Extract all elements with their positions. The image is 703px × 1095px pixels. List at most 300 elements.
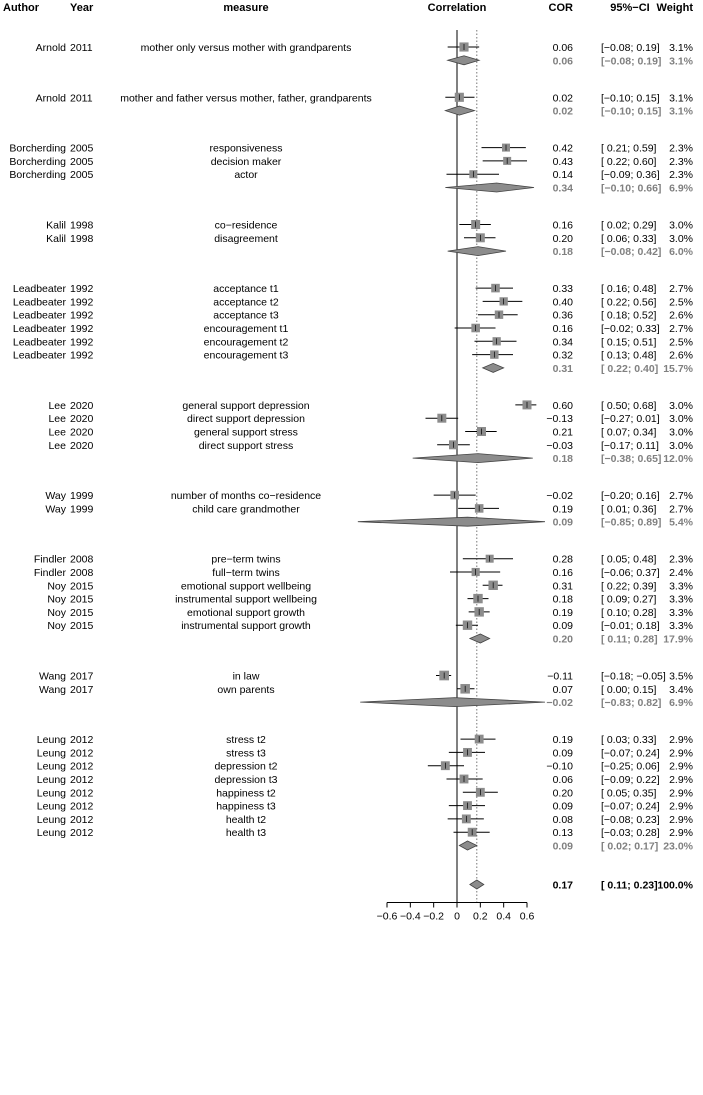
study-year: 2020: [70, 413, 94, 426]
study-row: [46, 220, 693, 232]
study-year: 2020: [70, 426, 94, 439]
study-cor: 0.40: [552, 296, 573, 309]
study-row: [46, 233, 693, 245]
study-measure: disagreement: [214, 232, 278, 245]
subtotal-weight: 6.0%: [669, 246, 693, 259]
study-group-2: [36, 92, 694, 117]
subtotal-weight: 23.0%: [663, 840, 693, 853]
study-author: Noy: [47, 593, 66, 606]
study-row: [48, 400, 693, 412]
study-ci: [ 0.06; 0.33]: [601, 232, 657, 245]
study-group-5: [13, 283, 694, 375]
study-measure: health t3: [225, 827, 267, 840]
subtotal-row: [358, 517, 694, 529]
study-ci: [−0.03; 0.28]: [601, 827, 660, 840]
study-year: 1992: [70, 309, 94, 322]
study-weight: 2.3%: [669, 155, 693, 168]
study-weight: 3.5%: [669, 670, 693, 683]
study-author: Borcherding: [9, 169, 66, 182]
study-ci: [ 0.07; 0.34]: [601, 426, 657, 439]
subtotal-cor: 0.34: [552, 182, 573, 195]
subtotal-row: [448, 55, 694, 67]
subtotal-cor: 0.09: [552, 840, 573, 853]
study-measure: acceptance t3: [213, 309, 279, 322]
subtotal-diamond: [445, 106, 474, 115]
study-author: Leung: [36, 827, 66, 840]
subtotal-row: [445, 106, 693, 118]
study-ci: [−0.09; 0.22]: [601, 774, 660, 786]
study-year: 2012: [70, 800, 94, 813]
study-cor: 0.06: [552, 774, 573, 786]
subtotal-diamond: [445, 183, 534, 192]
study-measure: decision maker: [210, 155, 282, 168]
study-author: Borcherding: [9, 142, 66, 155]
study-year: 2012: [70, 813, 94, 826]
study-weight: 3.1%: [669, 42, 693, 54]
study-weight: 3.1%: [669, 92, 693, 105]
study-weight: 3.3%: [669, 593, 693, 606]
study-year: 2015: [70, 620, 94, 633]
study-author: Leung: [36, 787, 66, 800]
study-measure: acceptance t2: [213, 296, 279, 309]
study-author: Way: [45, 490, 66, 503]
study-group-3: [9, 143, 693, 195]
study-year: 1999: [70, 490, 94, 503]
study-year: 2015: [70, 606, 94, 619]
study-weight: 3.0%: [669, 426, 693, 439]
study-row: [47, 607, 693, 619]
study-year: 2020: [70, 439, 94, 452]
study-ci: [−0.06; 0.37]: [601, 567, 660, 579]
study-weight: 2.9%: [669, 827, 693, 840]
subtotal-ci: [ 0.02; 0.17]: [601, 840, 659, 853]
subtotal-row: [483, 363, 694, 375]
subtotal-row: [470, 634, 694, 646]
study-author: Leadbeater: [12, 309, 66, 322]
study-measure: general support depression: [182, 399, 310, 412]
subtotal-weight: 3.1%: [669, 55, 693, 68]
study-measure: instrumental support growth: [181, 620, 311, 633]
study-cor: 0.42: [552, 142, 573, 155]
study-year: 2008: [70, 553, 94, 566]
study-measure: happiness t2: [216, 787, 276, 800]
study-year: 2012: [70, 747, 94, 760]
study-weight: 2.3%: [669, 553, 693, 566]
study-cor: 0.19: [552, 734, 573, 747]
study-weight: 2.9%: [669, 787, 693, 800]
study-row: [37, 814, 693, 826]
study-cor: 0.43: [552, 155, 573, 168]
study-weight: 3.0%: [669, 413, 693, 426]
study-group-1: [36, 42, 694, 67]
subtotal-ci: [−0.10; 0.66]: [601, 182, 662, 195]
study-group-6: [48, 400, 693, 465]
study-weight: 2.6%: [669, 349, 693, 362]
study-ci: [ 0.22; 0.60]: [601, 155, 657, 168]
study-cor: −0.10: [546, 760, 573, 773]
study-cor: 0.20: [552, 787, 573, 800]
study-cor: 0.02: [552, 92, 573, 105]
subtotal-weight: 12.0%: [663, 453, 693, 466]
study-author: Kalil: [46, 219, 66, 232]
study-row: [45, 503, 693, 515]
study-author: Borcherding: [9, 155, 66, 168]
study-ci: [ 0.05; 0.48]: [601, 553, 657, 566]
study-row: [13, 296, 693, 308]
study-author: Leadbeater: [12, 323, 66, 335]
study-group-8: [34, 554, 694, 646]
subtotal-weight: 6.9%: [669, 182, 693, 195]
study-cor: 0.18: [552, 593, 573, 606]
subtotal-cor: 0.18: [552, 246, 573, 259]
study-author: Arnold: [35, 92, 66, 105]
study-cor: 0.60: [552, 399, 573, 412]
study-cor: 0.09: [552, 747, 573, 760]
overall-diamond: [470, 880, 484, 889]
study-measure: health t2: [225, 813, 267, 826]
study-row: [37, 787, 693, 799]
overall-ci: [ 0.11; 0.23]: [601, 879, 658, 892]
study-measure: full−term twins: [212, 567, 280, 579]
study-ci: [−0.27; 0.01]: [601, 413, 660, 426]
study-ci: [−0.02; 0.33]: [601, 323, 660, 335]
study-year: 2011: [70, 42, 93, 54]
study-ci: [−0.25; 0.06]: [601, 760, 660, 773]
study-ci: [ 0.09; 0.27]: [601, 593, 657, 606]
study-ci: [ 0.05; 0.35]: [601, 787, 657, 800]
subtotal-cor: −0.02: [546, 697, 573, 710]
study-author: Arnold: [35, 42, 66, 54]
study-year: 2011: [70, 92, 93, 105]
study-author: Leadbeater: [12, 336, 66, 349]
study-weight: 2.7%: [669, 283, 693, 296]
study-row: [47, 620, 693, 632]
study-weight: 2.9%: [669, 800, 693, 813]
study-author: Leadbeater: [12, 283, 66, 296]
study-row: [47, 594, 693, 606]
study-weight: 3.0%: [669, 439, 693, 452]
study-year: 1992: [70, 349, 94, 362]
x-tick-label: 0.4: [496, 910, 511, 923]
study-year: 1998: [70, 232, 94, 245]
study-weight: 3.3%: [669, 606, 693, 619]
study-measure: general support stress: [194, 426, 298, 439]
study-weight: 2.7%: [669, 323, 693, 335]
study-author: Findler: [33, 567, 66, 579]
study-author: Findler: [33, 553, 66, 566]
subtotal-diamond: [358, 517, 545, 526]
study-cor: 0.20: [552, 232, 573, 245]
study-weight: 3.3%: [669, 580, 693, 593]
study-weight: 2.7%: [669, 503, 693, 516]
study-measure: mother and father versus mother, father, grandparents: [120, 92, 372, 105]
study-ci: [−0.01; 0.18]: [601, 620, 660, 633]
subtotal-ci: [ 0.11; 0.28]: [601, 633, 658, 646]
study-cor: 0.07: [552, 683, 573, 696]
study-measure: co−residence: [214, 219, 278, 232]
study-row: [37, 761, 693, 773]
study-weight: 3.0%: [669, 399, 693, 412]
study-measure: actor: [234, 169, 258, 182]
study-measure: instrumental support wellbeing: [175, 593, 317, 606]
study-cor: 0.28: [552, 553, 573, 566]
study-weight: 2.7%: [669, 490, 693, 503]
study-author: Leung: [36, 813, 66, 826]
study-row: [48, 427, 693, 439]
study-cor: 0.31: [552, 580, 573, 593]
study-weight: 3.4%: [669, 683, 693, 696]
study-cor: 0.13: [552, 827, 573, 840]
subtotal-ci: [−0.10; 0.15]: [601, 105, 662, 118]
study-measure: depression t3: [214, 774, 278, 786]
x-tick-label: −0.6: [376, 910, 398, 923]
study-author: Leung: [36, 800, 66, 813]
study-group-7: [45, 490, 693, 529]
study-ci: [−0.08; 0.19]: [601, 42, 660, 54]
subtotal-cor: 0.02: [552, 105, 573, 118]
header-ci: 95%−CI: [610, 2, 650, 14]
header-year: Year: [70, 2, 94, 14]
subtotal-ci: [−0.08; 0.19]: [601, 55, 662, 68]
study-measure: mother only versus mother with grandparents: [140, 42, 352, 54]
subtotal-diamond: [483, 363, 504, 372]
study-row: [37, 747, 693, 759]
subtotal-ci: [ 0.22; 0.40]: [601, 362, 659, 375]
subtotal-ci: [−0.83; 0.82]: [601, 697, 662, 710]
study-row: [45, 490, 693, 502]
study-weight: 3.0%: [669, 219, 693, 232]
subtotal-diamond: [360, 698, 545, 707]
study-author: Leung: [36, 734, 66, 747]
study-ci: [−0.18; −0.05]: [601, 670, 666, 683]
study-measure: acceptance t1: [213, 283, 279, 296]
study-year: 1998: [70, 219, 94, 232]
study-measure: stress t2: [226, 734, 266, 747]
study-ci: [ 0.03; 0.33]: [601, 734, 657, 747]
study-measure: emotional support growth: [187, 606, 305, 619]
subtotal-row: [445, 183, 693, 195]
study-weight: 2.9%: [669, 813, 693, 826]
study-year: 1992: [70, 323, 94, 335]
study-weight: 2.9%: [669, 747, 693, 760]
subtotal-ci: [−0.08; 0.42]: [601, 246, 662, 259]
overall-cor: 0.17: [552, 879, 573, 892]
study-year: 2008: [70, 567, 94, 579]
study-year: 2020: [70, 399, 94, 412]
study-ci: [ 0.22; 0.39]: [601, 580, 657, 593]
study-row: [9, 156, 693, 168]
study-row: [39, 671, 693, 683]
study-ci: [−0.20; 0.16]: [601, 490, 660, 503]
study-measure: happiness t3: [216, 800, 276, 813]
study-cor: 0.14: [552, 169, 573, 182]
header-measure: measure: [223, 2, 269, 14]
header-weight: Weight: [656, 2, 693, 14]
study-measure: depression t2: [214, 760, 278, 773]
study-weight: 2.3%: [669, 169, 693, 182]
study-year: 1992: [70, 283, 94, 296]
study-measure: number of months co−residence: [170, 490, 322, 503]
study-row: [47, 580, 693, 592]
study-row: [13, 336, 693, 348]
study-ci: [ 0.50; 0.68]: [601, 399, 657, 412]
study-row: [9, 169, 693, 181]
study-row: [13, 283, 693, 295]
study-row: [37, 774, 693, 786]
study-cor: 0.16: [552, 219, 573, 232]
study-cor: 0.16: [552, 567, 573, 579]
study-weight: 3.0%: [669, 232, 693, 245]
subtotal-cor: 0.20: [552, 633, 573, 646]
study-measure: encouragement t1: [203, 323, 289, 335]
study-ci: [ 0.16; 0.48]: [601, 283, 657, 296]
study-year: 1999: [70, 503, 94, 516]
forest-rows: [9, 42, 693, 892]
study-author: Wang: [38, 670, 66, 683]
subtotal-row: [459, 841, 693, 853]
study-author: Noy: [47, 606, 66, 619]
subtotal-diamond: [470, 634, 490, 643]
study-row: [36, 42, 693, 54]
study-ci: [−0.10; 0.15]: [601, 92, 660, 105]
study-row: [39, 684, 693, 696]
study-year: 2017: [70, 670, 94, 683]
study-ci: [ 0.22; 0.56]: [601, 296, 657, 309]
study-author: Noy: [47, 580, 66, 593]
study-author: Way: [45, 503, 66, 516]
study-author: Kalil: [46, 232, 66, 245]
x-tick-label: −0.4: [399, 910, 421, 923]
study-year: 2012: [70, 760, 94, 773]
guide-lines: [457, 30, 477, 903]
study-measure: direct support stress: [198, 439, 294, 452]
study-cor: 0.36: [552, 309, 573, 322]
study-ci: [−0.07; 0.24]: [601, 747, 660, 760]
study-measure: encouragement t2: [203, 336, 289, 349]
study-cor: 0.19: [552, 503, 573, 516]
study-ci: [ 0.18; 0.52]: [601, 309, 657, 322]
study-ci: [ 0.00; 0.15]: [601, 683, 657, 696]
subtotal-weight: 5.4%: [669, 516, 693, 529]
study-year: 2012: [70, 734, 94, 747]
study-year: 2012: [70, 787, 94, 800]
study-year: 1992: [70, 296, 94, 309]
study-author: Lee: [48, 439, 66, 452]
study-cor: 0.34: [552, 336, 573, 349]
study-row: [37, 827, 693, 839]
header-author: Author: [3, 2, 40, 14]
study-measure: encouragement t3: [203, 349, 289, 362]
subtotal-diamond: [413, 454, 533, 463]
study-ci: [ 0.13; 0.48]: [601, 349, 657, 362]
subtotal-row: [413, 453, 694, 465]
header-cor: COR: [548, 2, 573, 14]
x-tick-label: −0.2: [423, 910, 445, 923]
study-cor: 0.09: [552, 620, 573, 633]
subtotal-cor: 0.18: [552, 453, 573, 466]
study-ci: [−0.17; 0.11]: [601, 439, 659, 452]
study-row: [34, 567, 693, 579]
study-group-9: [39, 671, 694, 710]
study-year: 2005: [70, 142, 94, 155]
study-measure: in law: [232, 670, 260, 683]
study-author: Noy: [47, 620, 66, 633]
study-cor: 0.08: [552, 813, 573, 826]
study-cor: 0.16: [552, 323, 573, 335]
study-weight: 2.9%: [669, 774, 693, 786]
subtotal-cor: 0.09: [552, 516, 573, 529]
study-row: [37, 801, 693, 813]
study-measure: pre−term twins: [211, 553, 281, 566]
study-ci: [ 0.15; 0.51]: [601, 336, 657, 349]
study-year: 2017: [70, 683, 94, 696]
study-year: 2015: [70, 593, 94, 606]
study-weight: 2.5%: [669, 336, 693, 349]
subtotal-cor: 0.06: [552, 55, 573, 68]
study-ci: [ 0.21; 0.59]: [601, 142, 657, 155]
study-row: [48, 413, 693, 425]
study-weight: 2.9%: [669, 760, 693, 773]
study-cor: −0.02: [546, 490, 573, 503]
study-year: 2005: [70, 155, 94, 168]
study-weight: 2.5%: [669, 296, 693, 309]
subtotal-weight: 17.9%: [663, 633, 693, 646]
study-cor: 0.09: [552, 800, 573, 813]
subtotal-diamond: [448, 247, 506, 256]
study-year: 2012: [70, 827, 94, 840]
study-author: Leadbeater: [12, 296, 66, 309]
study-cor: −0.11: [547, 670, 573, 683]
study-measure: child care grandmother: [192, 503, 300, 516]
study-measure: own parents: [217, 683, 275, 696]
study-year: 1992: [70, 336, 94, 349]
study-cor: 0.06: [552, 42, 573, 54]
study-measure: direct support depression: [187, 413, 305, 426]
study-weight: 3.3%: [669, 620, 693, 633]
overall-row: [470, 880, 694, 892]
study-row: [9, 143, 693, 155]
study-author: Lee: [48, 399, 66, 412]
study-author: Lee: [48, 426, 66, 439]
subtotal-cor: 0.31: [552, 362, 573, 375]
x-tick-label: 0: [454, 910, 460, 923]
study-weight: 2.3%: [669, 142, 693, 155]
study-author: Lee: [48, 413, 66, 426]
study-year: 2012: [70, 774, 94, 786]
subtotal-row: [448, 246, 694, 258]
subtotal-ci: [−0.38; 0.65]: [601, 453, 662, 466]
study-year: 2005: [70, 169, 94, 182]
study-row: [34, 554, 693, 566]
study-measure: emotional support wellbeing: [180, 580, 312, 593]
study-author: Leung: [36, 760, 66, 773]
study-author: Leung: [36, 747, 66, 760]
study-cor: 0.32: [552, 349, 573, 362]
subtotal-ci: [−0.85; 0.89]: [601, 516, 662, 529]
header-row: [3, 2, 693, 14]
study-group-4: [46, 220, 694, 259]
study-row: [48, 440, 693, 452]
study-ci: [ 0.10; 0.28]: [601, 606, 657, 619]
x-tick-label: 0.2: [473, 910, 488, 923]
study-cor: 0.33: [552, 283, 573, 296]
study-author: Leung: [36, 774, 66, 786]
study-ci: [−0.07; 0.24]: [601, 800, 660, 813]
study-ci: [−0.09; 0.36]: [601, 169, 660, 182]
study-author: Wang: [38, 683, 66, 696]
study-row: [36, 92, 693, 104]
subtotal-diamond: [459, 841, 477, 850]
